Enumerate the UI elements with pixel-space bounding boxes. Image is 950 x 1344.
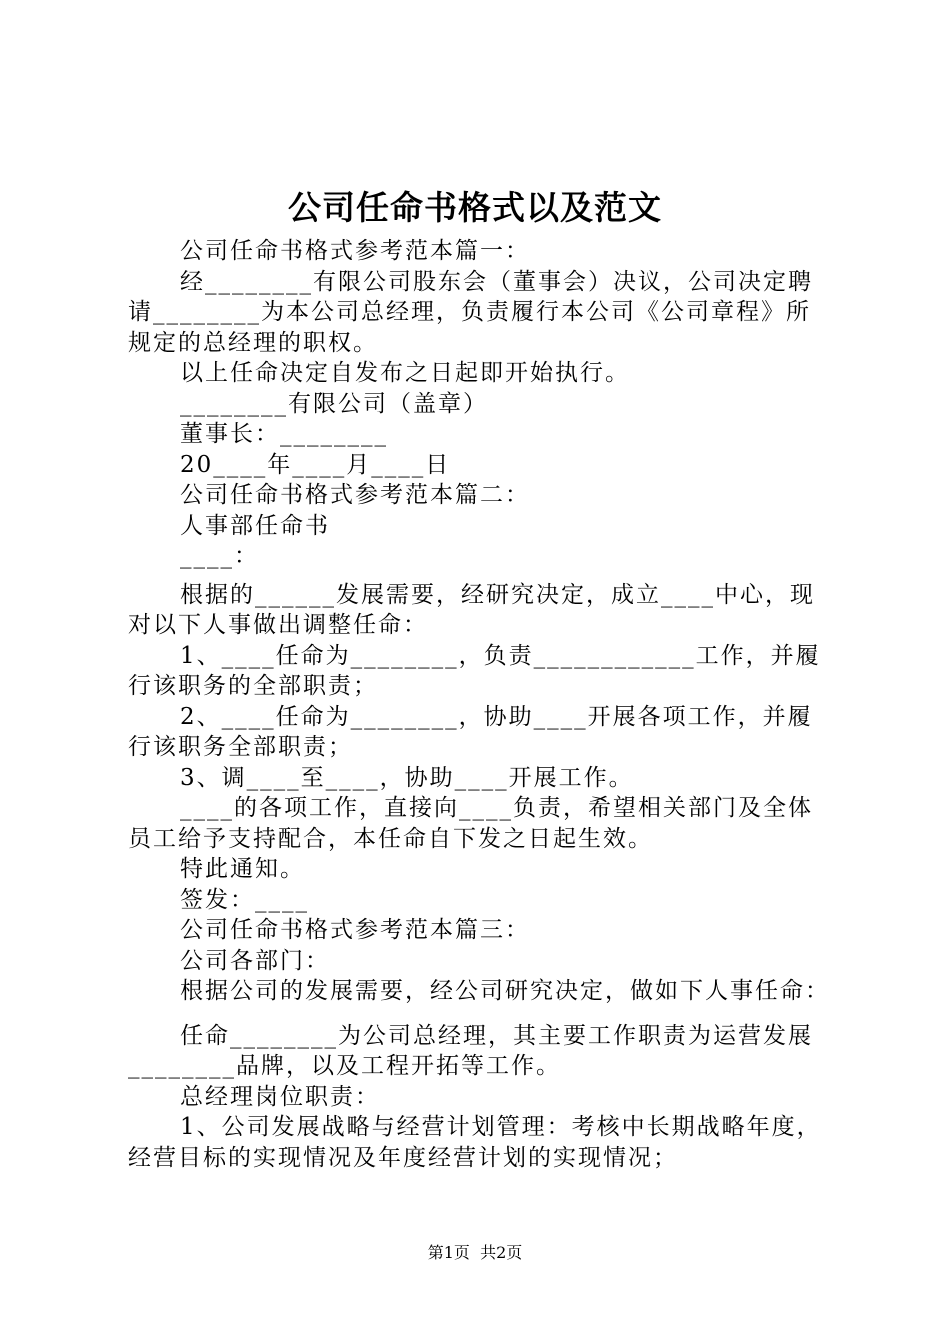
paragraph: 公司任命书格式参考范本篇二： <box>180 482 530 508</box>
paragraph: 以上任命决定自发布之日起即开始执行。 <box>180 360 630 386</box>
paragraph: 3、调____至____，协助____开展工作。 <box>180 764 634 791</box>
paragraph: 任命________为公司总经理，其主要工作职责为运营发展________品牌，以及工程开拓等工作。 <box>128 1022 813 1079</box>
paragraph: 20____年____月____日 <box>180 451 451 478</box>
paragraph: 公司任命书格式参考范本篇一： <box>180 238 530 264</box>
paragraph: ________有限公司（盖章） <box>180 390 488 417</box>
paragraph: 根据的______发展需要，经研究决定，成立____中心，现对以下人事做出调整任命： <box>128 581 815 638</box>
paragraph: 根据公司的发展需要，经公司研究决定，做如下人事任命： <box>180 978 830 1004</box>
page-footer: 第1页 共2页 <box>427 1243 523 1262</box>
paragraph: 董事长：________ <box>180 421 388 447</box>
page-title: 公司任命书格式以及范文 <box>288 188 662 227</box>
paragraph: 公司任命书格式参考范本篇三： <box>180 917 530 943</box>
document-body <box>128 236 832 1173</box>
paragraph: 经________有限公司股东会（董事会）决议，公司决定聘请________为本公司总经理，负责履行本公司《公司章程》所规定的总经理的职权。 <box>128 268 813 356</box>
paragraph: ____： <box>180 543 259 569</box>
paragraph: 特此通知。 <box>180 856 305 882</box>
paragraph: 签发：____ <box>180 886 309 913</box>
paragraph: 2、____任命为________，协助____开展各项工作，并履行该职务全部职责； <box>128 703 813 760</box>
paragraph: 1、公司发展战略与经营计划管理：考核中长期战略年度，经营目标的实现情况及年度经营计划的实现情况； <box>128 1114 822 1171</box>
paragraph: 人事部任命书 <box>180 512 330 539</box>
paragraph: 总经理岗位职责： <box>180 1083 380 1110</box>
paragraph: 1、____任命为________，负责____________工作，并履行该职务的全部职责； <box>128 642 821 699</box>
paragraph: ____的各项工作，直接向____负责，希望相关部门及全体员工给予支持配合，本任命自下发之日起生效。 <box>128 795 813 852</box>
paragraph: 公司各部门： <box>180 947 330 974</box>
